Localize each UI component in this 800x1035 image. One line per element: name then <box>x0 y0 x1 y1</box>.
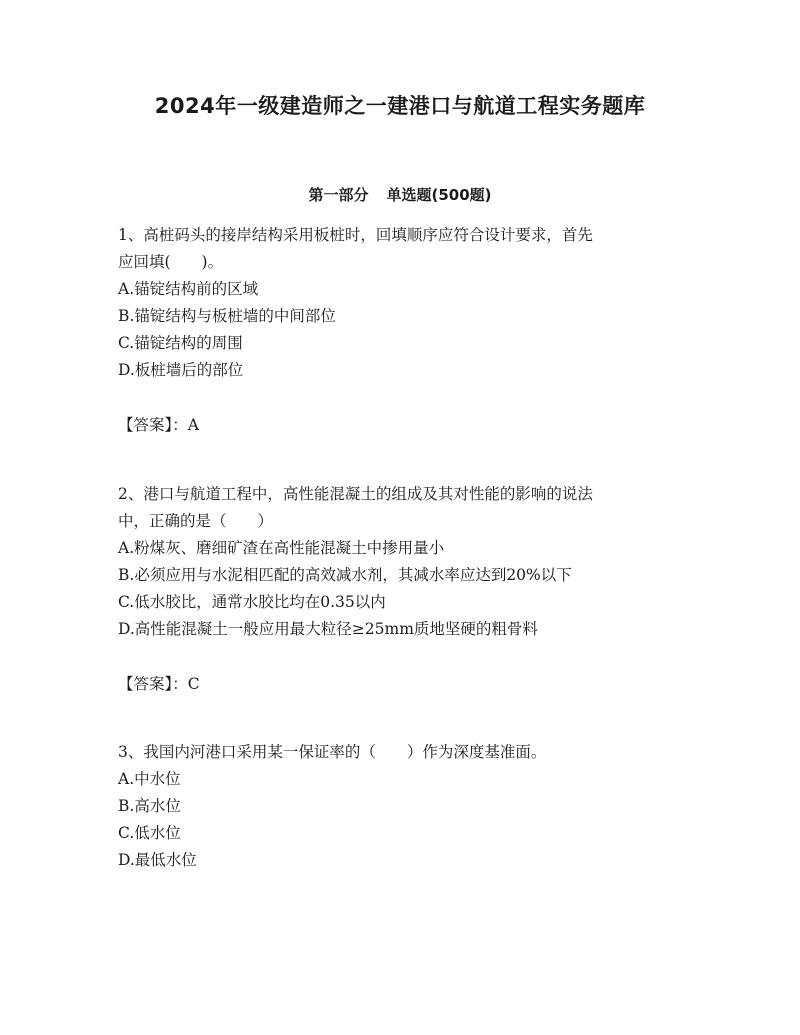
option-a: A.中水位 <box>118 770 181 788</box>
question-stem-continued: 中，正确的是（ ） <box>118 512 274 530</box>
question-stem: 2、港口与航道工程中，高性能混凝土的组成及其对性能的影响的说法 <box>118 485 593 503</box>
option-c: C.锚锭结构的周围 <box>118 334 243 352</box>
option-c: C.低水位 <box>118 824 181 842</box>
option-b: B.锚锭结构与板桩墙的中间部位 <box>118 307 336 325</box>
question-stem: 3、我国内河港口采用某一保证率的（ ）作为深度基准面。 <box>118 743 547 761</box>
section-title <box>0 184 800 205</box>
question-3 <box>118 739 688 874</box>
section-name-label: 单选题(500题) <box>386 186 492 204</box>
answer-label: 【答案】： <box>118 675 188 693</box>
option-a: A.锚锭结构前的区域 <box>118 280 259 298</box>
answer-label: 【答案】： <box>118 416 188 434</box>
option-a: A.粉煤灰、磨细矿渣在高性能混凝土中掺用量小 <box>118 539 445 557</box>
option-d: D.板桩墙后的部位 <box>118 361 244 379</box>
question-stem-continued: 应回填( )。 <box>118 253 224 271</box>
question-2 <box>118 481 688 643</box>
answer-1 <box>118 412 199 439</box>
option-b: B.高水位 <box>118 797 181 815</box>
question-stem: 1、高桩码头的接岸结构采用板桩时，回填顺序应符合设计要求，首先 <box>118 226 593 244</box>
option-c: C.低水胶比，通常水胶比均在0.35以内 <box>118 593 386 611</box>
answer-value: A <box>187 416 199 434</box>
option-b: B.必须应用与水泥相匹配的高效减水剂，其减水率应达到20%以下 <box>118 566 572 584</box>
answer-value: C <box>187 675 200 693</box>
option-d: D.最低水位 <box>118 851 197 869</box>
document-title: 2024年一级建造师之一建港口与航道工程实务题库 <box>154 94 646 118</box>
option-d: D.高性能混凝土一般应用最大粒径≥25mm质地坚硬的粗骨料 <box>118 620 538 638</box>
answer-2 <box>118 671 200 698</box>
question-1 <box>118 222 688 384</box>
section-part-label: 第一部分 <box>308 186 369 204</box>
